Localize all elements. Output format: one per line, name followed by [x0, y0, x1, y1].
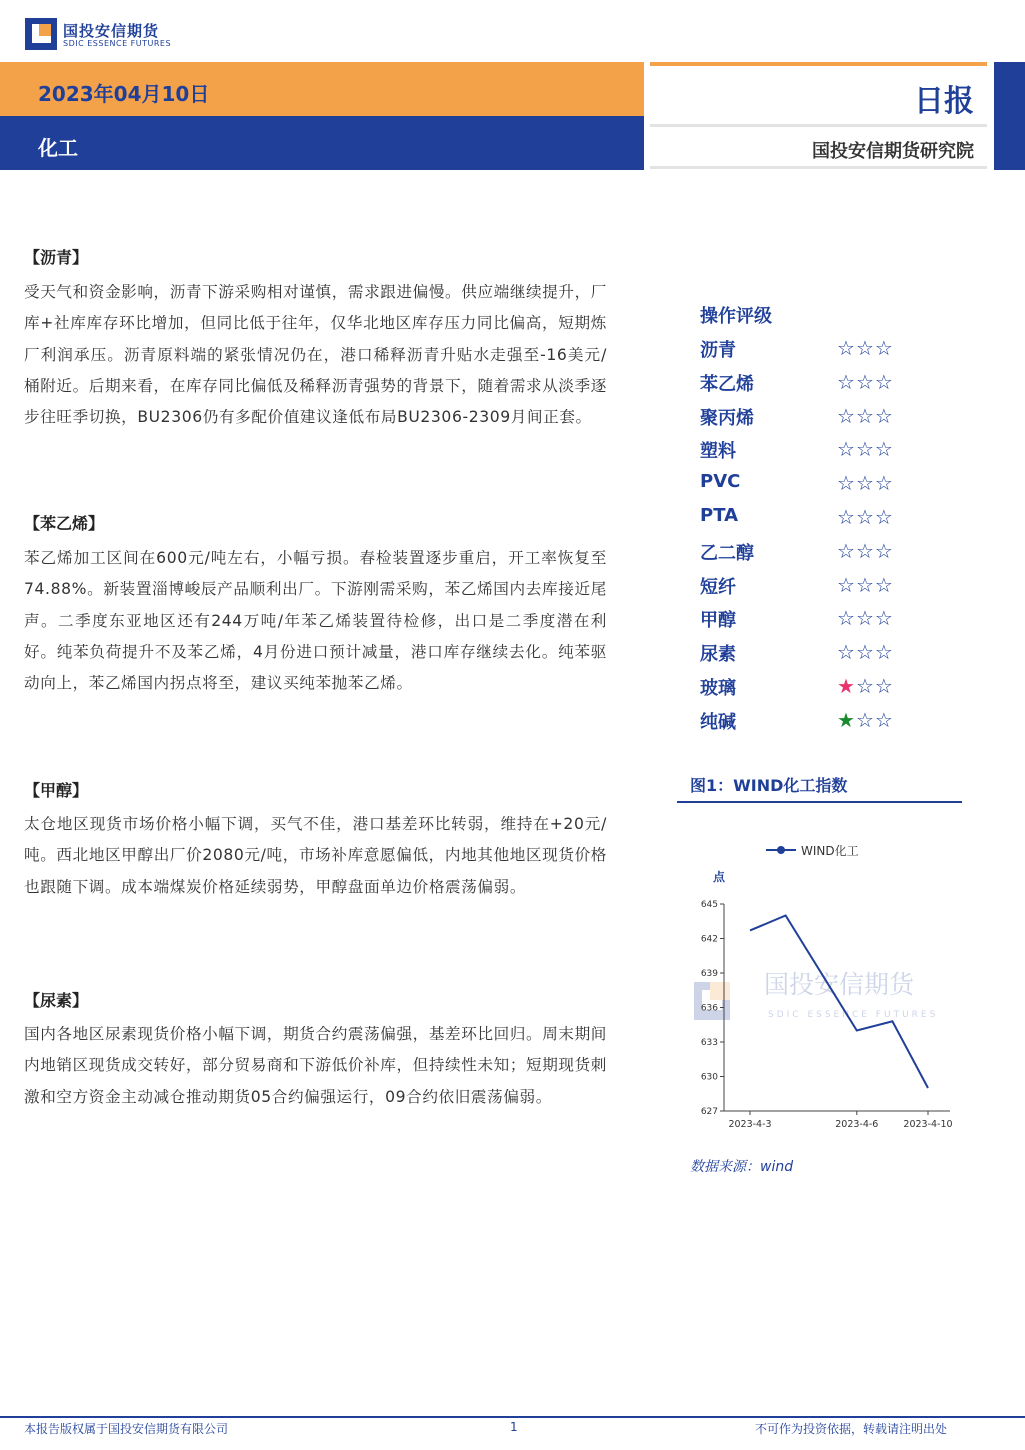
- star-empty-icon: ☆: [837, 471, 856, 496]
- y-tick-label: 645: [700, 900, 718, 910]
- figure-rule: [677, 801, 962, 803]
- rating-label: PTA: [700, 505, 739, 526]
- star-empty-icon: ☆: [855, 369, 875, 394]
- logo-text-en: SDIC ESSENCE FUTURES: [63, 39, 172, 48]
- section-body-urea: 国内各地区尿素现货价格小幅下调，期货合约震荡偏强，基差环比回归。周末期间内地销区现货成交转好，部分贸易商和下游低价补库，但持续性未知；短期现货刺激和空方资金主动减仓推动期货05合约偏强运行，09合约依旧震荡偏弱。: [24, 1025, 607, 1106]
- header-block-blue: [994, 62, 1025, 170]
- rating-label: 沥青: [700, 340, 736, 361]
- rating-stars: [837, 708, 894, 732]
- rating-label: PVC: [700, 471, 741, 493]
- star-empty-icon: ☆: [874, 336, 894, 360]
- series-line-wind-chem: [750, 916, 928, 1089]
- legend-label: WIND化工: [801, 844, 859, 858]
- star-empty-icon: ☆: [855, 437, 875, 462]
- rating-label: 短纤: [700, 576, 736, 598]
- logo-text-cn: 国投安信期货: [63, 22, 160, 40]
- header-band-blue: [0, 116, 644, 170]
- data-source: 数据来源：wind: [690, 1159, 794, 1175]
- y-tick-label: 627: [700, 1107, 718, 1117]
- section-body-styrene: 苯乙烯加工区间在600元/吨左右，小幅亏损。春检装置逐步重启，开工率恢复至74.88%。新装置淄博峻辰产品顺利出厂。下游刚需采购，苯乙烯国内去库接近尾声。二季度东亚地区还有244万吨/年苯乙烯装置待检修，出口是二季度潜在利好。纯苯负荷提升不及苯乙烯，4月份进口预计减量，港口库存继续去化。纯苯驱动向上，苯乙烯国内拐点将至，建议买纯苯抛苯乙烯。: [24, 549, 607, 693]
- rating-label: 尿素: [700, 644, 736, 666]
- header-rule: [650, 124, 987, 127]
- rating-row: [700, 370, 920, 400]
- section-title-asphalt: 【沥青】: [24, 248, 89, 267]
- rating-stars: [837, 370, 894, 394]
- footer-disclaimer: 不可作为投资依据，转载请注明出处: [755, 1422, 948, 1436]
- star-empty-icon: ☆: [874, 403, 894, 428]
- rating-title: 操作评级: [700, 306, 772, 327]
- rating-row: [700, 404, 920, 434]
- x-tick-label: 2023-4-3: [728, 1119, 772, 1130]
- rating-label: 聚丙烯: [700, 407, 754, 429]
- watermark-text-en: SDIC ESSENCE FUTURES: [768, 1010, 939, 1020]
- page-number: 1: [510, 1420, 518, 1434]
- star-empty-icon: ☆: [855, 606, 875, 631]
- rating-label: 苯乙烯: [700, 373, 754, 395]
- star-empty-icon: ☆: [874, 369, 894, 394]
- section-title-urea: 【尿素】: [24, 991, 89, 1010]
- rating-stars: [837, 437, 894, 461]
- figure-title: 图1：WIND化工指数: [690, 776, 848, 795]
- header-rule-orange: [650, 62, 987, 66]
- star-empty-icon: ☆: [855, 640, 875, 665]
- star-empty-icon: ☆: [855, 403, 875, 428]
- y-tick-label: 630: [700, 1072, 718, 1083]
- rating-row: [700, 674, 920, 704]
- rating-row: [700, 471, 920, 501]
- rating-stars: [837, 471, 894, 495]
- star-empty-icon: ☆: [874, 606, 894, 631]
- rating-label: 塑料: [700, 441, 736, 463]
- rating-stars: [837, 640, 894, 664]
- star-empty-icon: ☆: [855, 674, 875, 698]
- institute-name: 国投安信期货研究院: [812, 141, 974, 162]
- watermark-text-cn: 国投安信期货: [764, 970, 915, 999]
- section-body-asphalt: 受天气和资金影响，沥青下游采购相对谨慎，需求跟进偏慢。供应端继续提升，厂库+社库库存环比增加，但同比低于往年，仅华北地区库存压力同比偏高，短期炼厂利润承压。沥青原料端的紧张情况仍在，港口稀释沥青升贴水走强至-16美元/桶附近。后期来看，在库存同比偏低及稀释沥青强势的背景下，随着需求从淡季逐步往旺季切换，BU2306仍有多配价值建议逢低布局BU2306-2309月间正套。: [24, 283, 607, 427]
- rating-stars: [837, 404, 894, 428]
- rating-row: [700, 708, 920, 738]
- rating-label: 玻璃: [700, 678, 736, 699]
- report-date: 2023年04月10日: [38, 82, 210, 106]
- rating-row: [700, 539, 920, 569]
- rating-row: [700, 336, 920, 366]
- star-empty-icon: ☆: [874, 640, 894, 665]
- star-empty-icon: ☆: [874, 437, 894, 462]
- star-empty-icon: ☆: [837, 505, 856, 529]
- y-tick-label: 636: [700, 1003, 718, 1014]
- y-tick-label: 639: [700, 969, 718, 979]
- y-axis-label: 点: [713, 870, 726, 884]
- star-empty-icon: ☆: [855, 572, 875, 597]
- rating-stars: [837, 573, 894, 597]
- star-empty-icon: ☆: [837, 336, 856, 360]
- y-tick-label: 642: [700, 934, 718, 945]
- rating-stars: [837, 539, 894, 563]
- chart-legend: [766, 844, 859, 858]
- rating-stars: [837, 674, 894, 698]
- star-empty-icon: ☆: [837, 572, 856, 597]
- star-filled-icon: ★: [837, 674, 856, 698]
- company-logo: [25, 18, 195, 52]
- star-empty-icon: ☆: [874, 572, 894, 597]
- watermark: [694, 970, 938, 1020]
- x-tick-label: 2023-4-6: [835, 1119, 879, 1130]
- star-empty-icon: ☆: [837, 606, 856, 631]
- rating-label: 甲醇: [700, 610, 736, 632]
- star-empty-icon: ☆: [855, 538, 875, 563]
- rating-row: [700, 573, 920, 603]
- star-filled-icon: ★: [837, 707, 856, 732]
- footer-rule: [0, 1416, 1025, 1418]
- rating-row: [700, 606, 920, 636]
- star-empty-icon: ☆: [837, 369, 856, 394]
- x-tick-label: 2023-4-10: [903, 1119, 953, 1130]
- star-empty-icon: ☆: [855, 336, 875, 360]
- star-empty-icon: ☆: [855, 471, 875, 496]
- rating-stars: [837, 505, 894, 529]
- star-empty-icon: ☆: [874, 471, 894, 496]
- logo-mark-icon: [25, 18, 57, 50]
- footer-copyright: 本报告版权属于国投安信期货有限公司: [24, 1422, 229, 1436]
- header-rule: [650, 166, 987, 169]
- star-empty-icon: ☆: [855, 505, 875, 529]
- star-empty-icon: ☆: [874, 674, 894, 698]
- rating-label: 乙二醇: [700, 542, 754, 564]
- rating-stars: [837, 606, 894, 630]
- star-empty-icon: ☆: [837, 640, 856, 665]
- report-sector: 化工: [38, 136, 78, 160]
- rating-label: 纯碱: [700, 711, 736, 733]
- y-tick-label: 633: [700, 1038, 718, 1048]
- wind-chem-index-chart: [680, 835, 965, 1140]
- section-title-methanol: 【甲醇】: [24, 781, 89, 800]
- star-empty-icon: ☆: [837, 538, 856, 563]
- rating-row: [700, 640, 920, 670]
- rating-row: [700, 437, 920, 467]
- star-empty-icon: ☆: [837, 403, 856, 428]
- star-empty-icon: ☆: [874, 707, 894, 732]
- star-empty-icon: ☆: [855, 707, 875, 732]
- section-body-methanol: 太仓地区现货市场价格小幅下调，买气不佳，港口基差环比转弱，维持在+20元/吨。西北地区甲醇出厂价2080元/吨，市场补库意愿偏低，内地其他地区现货价格也跟随下调。成本端煤炭价格延续弱势，甲醇盘面单边价格震荡偏弱。: [24, 815, 607, 896]
- star-empty-icon: ☆: [874, 505, 894, 529]
- legend-marker: [777, 846, 785, 854]
- rating-row: [700, 505, 920, 535]
- star-empty-icon: ☆: [874, 538, 894, 563]
- star-empty-icon: ☆: [837, 437, 856, 462]
- section-title-styrene: 【苯乙烯】: [24, 514, 105, 533]
- rating-stars: [837, 336, 894, 360]
- report-type: 日报: [914, 84, 974, 119]
